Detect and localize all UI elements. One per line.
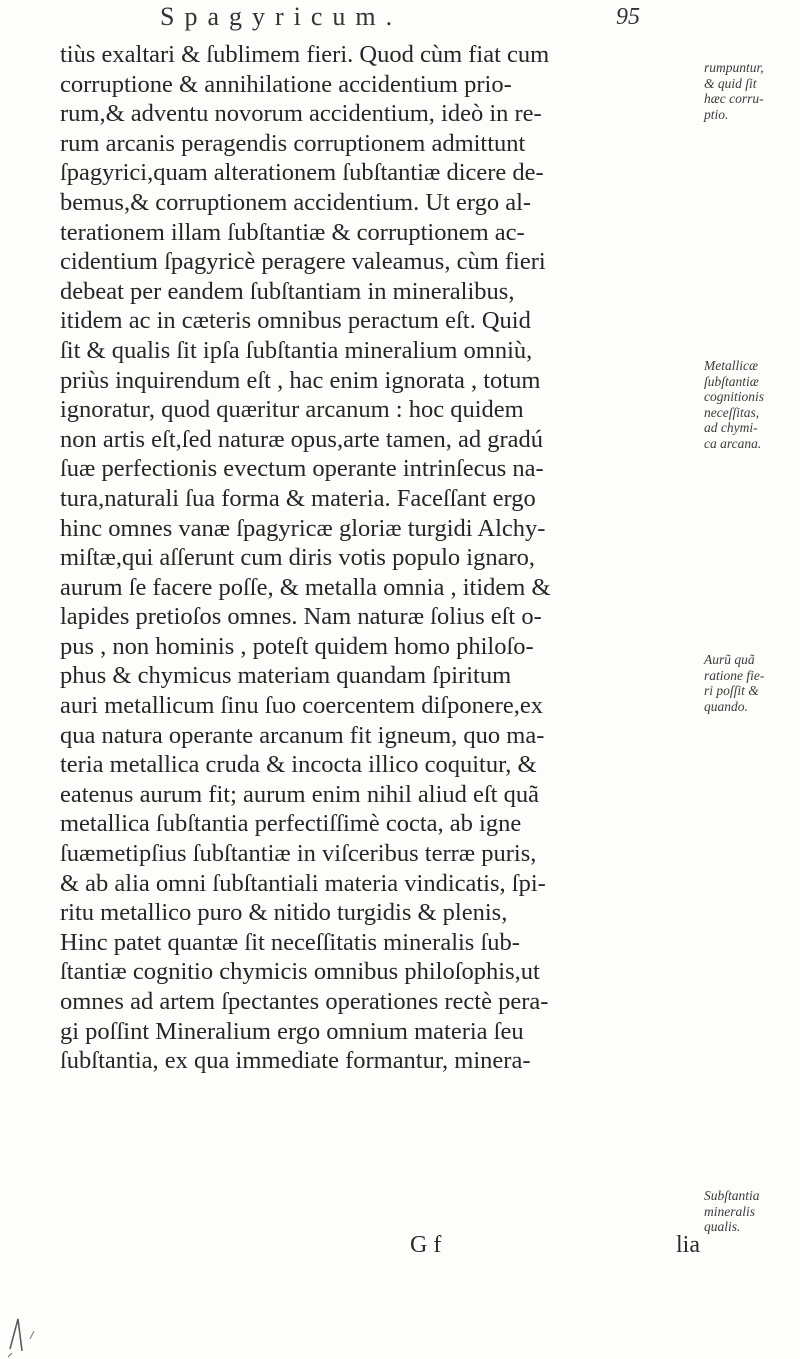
body-text	[60, 40, 690, 1076]
margin-note-line: rumpuntur,	[704, 60, 764, 75]
margin-note-line: hæc corru-	[704, 91, 764, 106]
body-line: auri metallicum ſinu ſuo coercentem diſponere,ex	[60, 692, 544, 720]
body-line: tiùs exaltari & ſublimem fieri. Quod cùm fiat cum	[60, 41, 550, 68]
margin-note-line: quando.	[704, 698, 748, 714]
body-line: itidem ac in cæteris omnibus peractum eſt. Quid	[60, 307, 531, 335]
page-number: 95	[616, 4, 640, 30]
body-line: eatenus aurum fit; aurum enim nihil aliud eſt quã	[60, 780, 539, 808]
margin-note-line: ad chymi-	[704, 420, 758, 435]
body-line: ſpagyrici,quam alterationem ſubſtantiæ dicere de-	[60, 159, 544, 187]
body-line: metallica ſubſtantia perfectiſſimè cocta, ab igne	[60, 810, 522, 838]
body-line: ignoratur, quod quæritur arcanum : hoc quidem	[60, 396, 524, 424]
margin-note-line: cognitionis	[704, 389, 764, 404]
body-line: hinc omnes vanæ ſpagyricæ gloriæ turgidi Alchy-	[60, 514, 546, 542]
margin-note-line: mineralis	[704, 1203, 756, 1219]
signature-mark: G f	[410, 1232, 442, 1258]
body-line: ſubſtantia, ex qua immediate formantur, minera-	[60, 1047, 531, 1075]
running-head	[160, 2, 640, 36]
body-line: rum arcanis peragendis corruptionem admittunt	[60, 129, 526, 157]
body-line: phus & chymicus materiam quandam ſpiritum	[60, 662, 512, 690]
body-line: non artis eſt,ſed naturæ opus,arte tamen, ad gradú	[60, 425, 544, 453]
body-line: ſuæ perfectionis evectum operante intrinſecus na-	[60, 455, 544, 483]
body-line: teria metallica cruda & incocta illico coquitur, &	[60, 751, 537, 779]
margin-note-metallic-substance	[704, 358, 798, 451]
body-line: ſit & qualis ſit ipſa ſubſtantia mineralium omniù,	[60, 336, 533, 364]
body-line: terationem illam ſubſtantiæ & corruptionem ac-	[60, 218, 525, 246]
margin-note-line: & quid ſit	[704, 75, 757, 91]
body-line: bemus,& corruptionem accidentium. Ut ergo al-	[60, 188, 532, 216]
margin-note-line: Aurũ quã	[704, 652, 755, 667]
body-line: cidentium ſpagyricè peragere valeamus, cùm fieri	[60, 248, 546, 276]
body-line: Hinc patet quantæ ſit neceſſitatis mineralis ſub-	[60, 928, 520, 956]
body-line: debeat per eandem ſubſtantiam in mineralibus,	[60, 277, 515, 305]
margin-note-gold	[704, 652, 798, 714]
catchword: lia	[676, 1232, 700, 1258]
margin-note-line: ri poſſit &	[704, 683, 759, 698]
body-line: pus , non hominis , poteſt quidem homo philoſo-	[60, 632, 534, 660]
margin-note-line: ſubſtantiæ	[704, 373, 759, 389]
ink-smudge-decoration	[0, 1279, 120, 1359]
margin-note-mineral-substance	[704, 1188, 798, 1235]
margin-note-line: qualis.	[704, 1219, 741, 1234]
margin-note-line: ptio.	[704, 106, 729, 122]
margin-note-line: neceſſitas,	[704, 404, 760, 420]
body-line: rum,& adventu novorum accidentium, ideò in re-	[60, 100, 542, 128]
body-line: ſuæmetipſius ſubſtantiæ in viſceribus terræ puris,	[60, 840, 537, 868]
margin-note-corruption	[704, 60, 798, 122]
page-footer	[60, 1232, 700, 1262]
body-line: ſtantiæ cognitio chymicis omnibus philoſophis,ut	[60, 958, 540, 986]
body-line: ritu metallico puro & nitido turgidis & plenis,	[60, 899, 508, 927]
body-line: tura,naturali ſua forma & materia. Faceſſant ergo	[60, 484, 536, 512]
body-line: priùs inquirendum eſt , hac enim ignorata , totum	[60, 366, 541, 394]
body-line: omnes ad artem ſpectantes operationes rectè pera-	[60, 988, 549, 1015]
body-line: corruptione & annihilatione accidentium prio-	[60, 70, 512, 98]
margin-note-line: Subſtantia	[704, 1188, 760, 1203]
body-line: gi poſſint Mineralium ergo omnium materia ſeu	[60, 1017, 524, 1045]
margin-note-line: ratione fie-	[704, 667, 765, 683]
margin-note-line: Metallicæ	[704, 358, 758, 373]
margin-note-line: ca arcana.	[704, 435, 762, 451]
body-line: miſtæ,qui aſſerunt cum diris votis populo ignaro,	[60, 544, 535, 572]
body-line: & ab alia omni ſubſtantiali materia vindicatis, ſpi-	[60, 869, 546, 897]
body-line: lapides pretioſos omnes. Nam naturæ ſolius eſt o-	[60, 603, 542, 631]
running-title: Spagyricum.	[160, 2, 403, 31]
body-line: aurum ſe facere poſſe, & metalla omnia , itidem &	[60, 573, 551, 601]
body-line: qua natura operante arcanum fit igneum, quo ma-	[60, 721, 545, 749]
